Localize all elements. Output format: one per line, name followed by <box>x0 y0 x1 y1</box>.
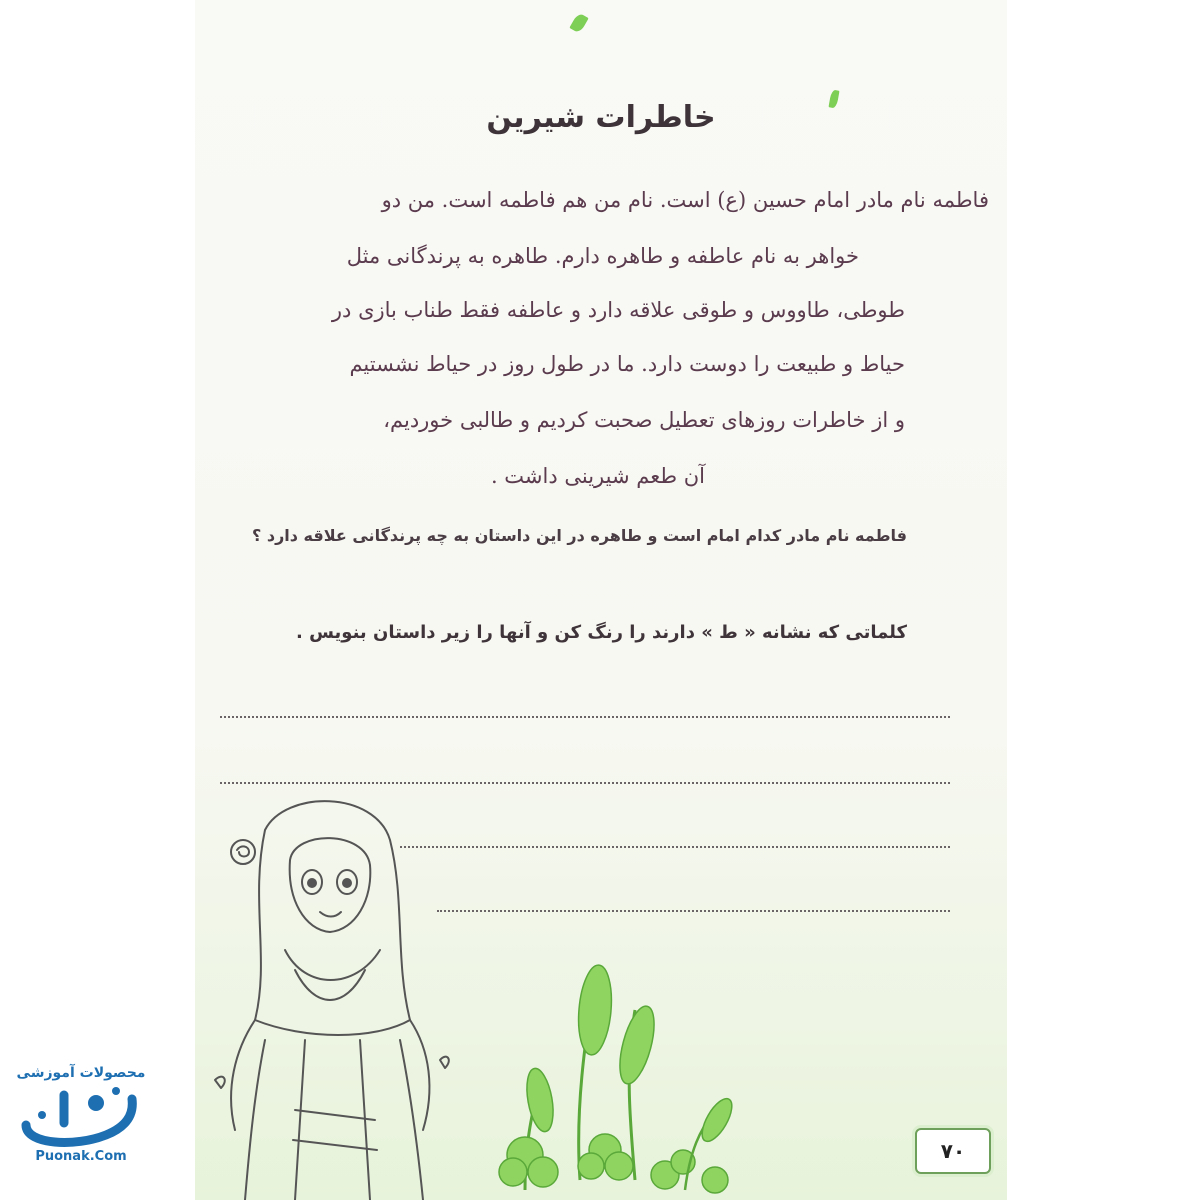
story-line-5: و از خاطرات روزهای تعطیل صحبت کردیم و طالبی خوردیم، <box>383 408 905 432</box>
story-line-4: حیاط و طبیعت را دوست دارد. ما در طول روز در حیاط نشستیم <box>349 352 905 376</box>
page-title: خاطرات شیرین <box>486 100 716 135</box>
question-text: فاطمه نام مادر کدام امام است و طاهره در این داستان به چه پرندگانی علاقه دارد ؟ <box>252 526 907 545</box>
green-plants-decoration <box>485 950 805 1200</box>
leaf-decoration-icon <box>569 12 588 34</box>
puonak-watermark <box>16 1065 146 1164</box>
instruction-text: کلماتی که نشانه « ط » دارند را رنگ کن و آنها را زیر داستان بنویس . <box>295 622 907 643</box>
story-line-1: فاطمه نام مادر امام حسین (ع) است. نام من هم فاطمه است. من دو <box>381 188 989 212</box>
girl-with-hijab-illustration <box>195 790 455 1200</box>
logo-text: پونک <box>80 1143 82 1144</box>
answer-line-2[interactable] <box>220 782 950 784</box>
page-number: ۷۰ <box>915 1128 991 1174</box>
story-line-2: خواهر به نام عاطفه و طاهره دارم. طاهره به پرندگانی مثل <box>346 244 859 268</box>
answer-line-3[interactable] <box>400 846 950 848</box>
puonak-logo-icon <box>16 1085 146 1147</box>
story-line-3: طوطی، طاووس و طوقی علاقه دارد و عاطفه فقط طناب بازی در <box>331 298 905 322</box>
answer-line-4[interactable] <box>437 910 950 912</box>
worksheet-page <box>195 0 1007 1200</box>
watermark-bottom-text: Puonak.Com <box>35 1149 127 1164</box>
answer-line-1[interactable] <box>220 716 950 718</box>
story-line-6: آن طعم شیرینی داشت . <box>490 464 705 488</box>
watermark-top-text: محصولات آموزشی <box>16 1065 146 1081</box>
